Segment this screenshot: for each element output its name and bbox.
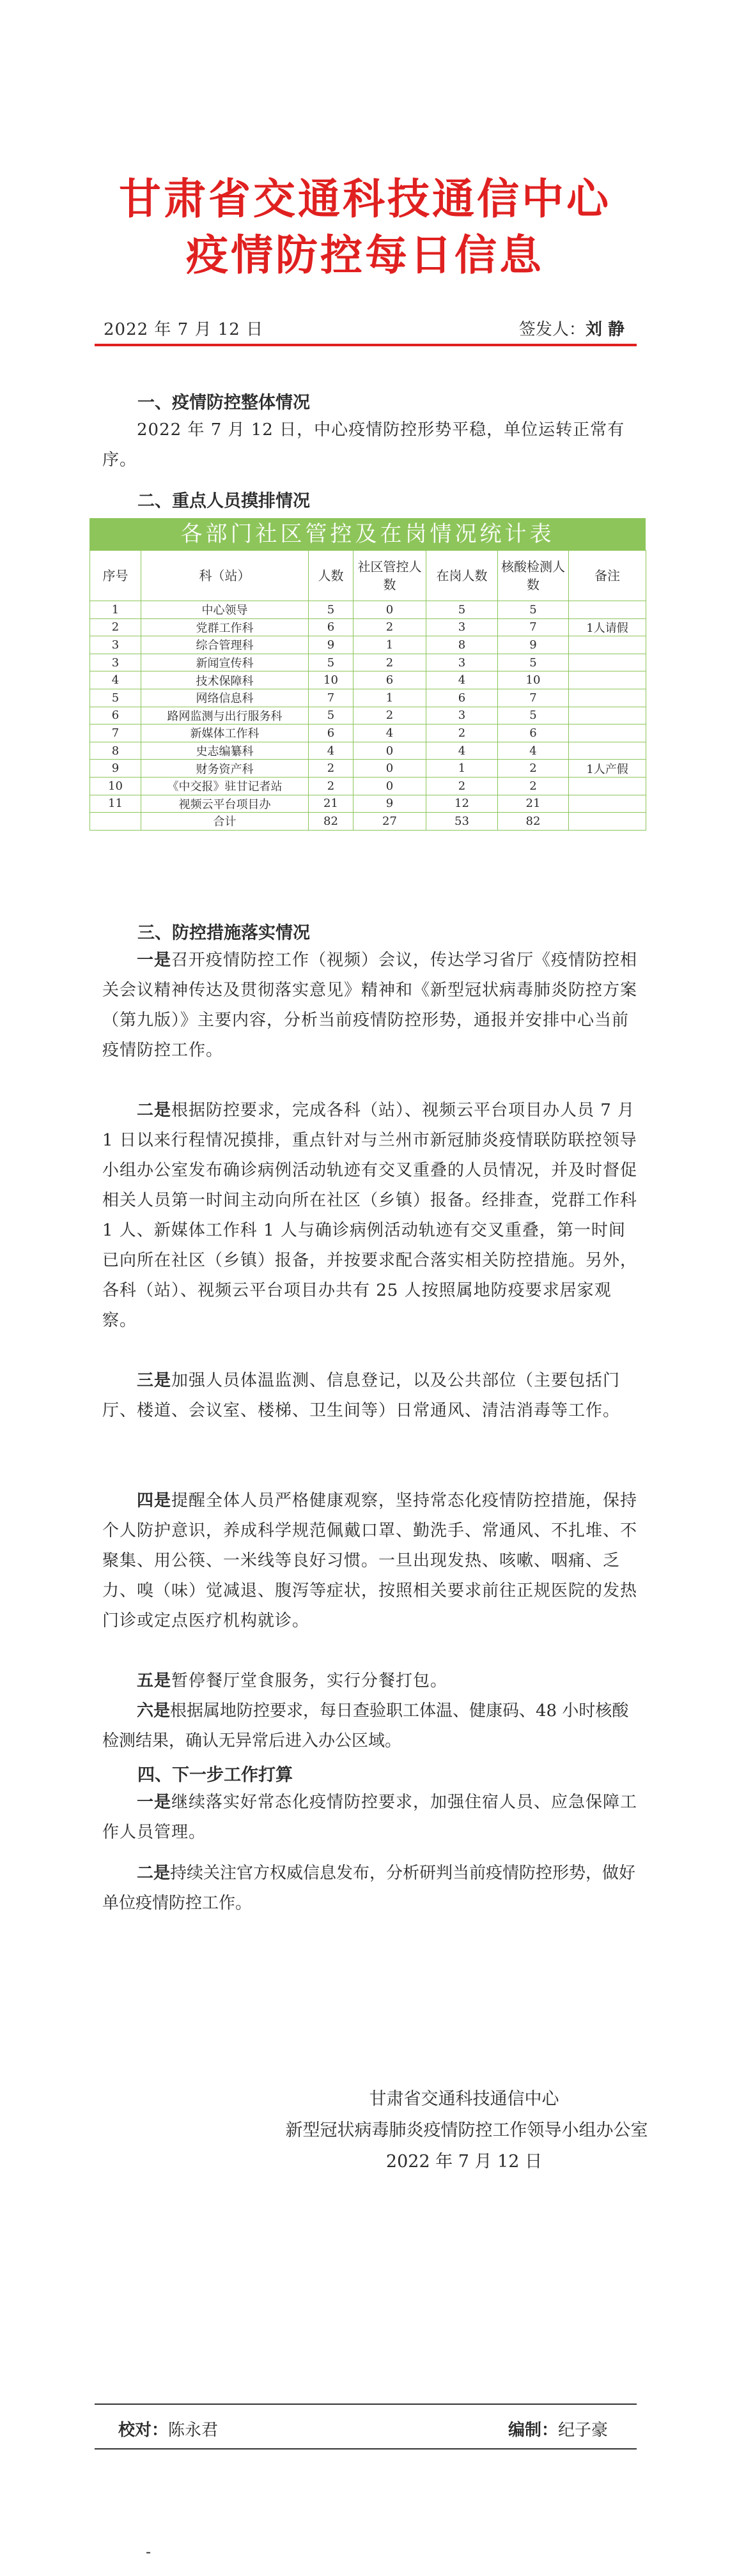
table-cell: 7 (309, 689, 353, 707)
signature-date: 2022 年 7 月 12 日 (385, 2152, 543, 2172)
table-header-cell: 核酸检测人数 (498, 551, 569, 601)
table-cell (569, 654, 646, 671)
table-cell: 网络信息科 (141, 689, 309, 707)
table-cell (569, 742, 646, 760)
proofreader-name: 陈永君 (168, 2421, 219, 2440)
section-heading-1: 一、疫情防控整体情况 (137, 393, 310, 413)
measure-paragraph-6 (102, 1696, 639, 1756)
table-cell: 6 (498, 724, 569, 742)
measure-4-lead: 四是 (137, 1491, 172, 1510)
table-cell: 《中交报》驻甘记者站 (141, 777, 309, 795)
table-row (90, 742, 646, 760)
table-header-cell: 社区管控人数 (353, 551, 426, 601)
table-cell: 7 (498, 618, 569, 636)
measure-paragraph-3 (102, 1366, 639, 1426)
document-title-line2: 疫情防控每日信息 (186, 231, 544, 280)
table-cell: 8 (426, 636, 498, 654)
table-row (90, 654, 646, 671)
table-cell: 9 (353, 795, 426, 813)
table-cell: 5 (309, 601, 353, 619)
proofreader (118, 2417, 218, 2441)
table-cell: 0 (353, 742, 426, 760)
table-cell: 12 (426, 795, 498, 813)
table-header-row (90, 551, 646, 601)
measure-1-lead: 一是 (137, 951, 172, 970)
table-cell: 4 (309, 742, 353, 760)
plan-1-lead: 一是 (137, 1793, 172, 1812)
table-cell: 8 (90, 742, 141, 760)
table-cell: 11 (90, 795, 141, 813)
table-cell: 新媒体工作科 (141, 724, 309, 742)
table-cell: 0 (353, 760, 426, 778)
table-cell: 27 (353, 813, 426, 831)
page-mark: - (146, 2543, 151, 2561)
table-cell (569, 813, 646, 831)
editor (508, 2417, 608, 2441)
issue-date: 2022 年 7 月 12 日 (104, 320, 264, 339)
table-header-cell: 序号 (90, 551, 141, 601)
table-header-cell: 备注 (569, 551, 646, 601)
signer (519, 316, 625, 340)
table-cell: 82 (309, 813, 353, 831)
table-cell: 0 (353, 601, 426, 619)
table-cell: 2 (90, 618, 141, 636)
measure-1-text: 召开疫情防控工作（视频）会议，传达学习省厅《疫情防控相关会议精神传达及贯彻落实意见》精神和《新型冠状病毒肺炎防控方案（第九版）》主要内容，分析当前疫情防控形势，通报并安排中心当前疫情防控工作。 (102, 951, 638, 1060)
statistics-grid (89, 550, 646, 831)
table-cell: 党群工作科 (141, 618, 309, 636)
measure-5-text: 暂停餐厅堂食服务，实行分餐打包。 (171, 1671, 448, 1690)
table-cell (569, 689, 646, 707)
table-cell: 5 (498, 707, 569, 724)
table-cell: 9 (498, 636, 569, 654)
table-cell: 3 (90, 654, 141, 671)
table-cell (569, 601, 646, 619)
table-cell (569, 707, 646, 724)
table-cell: 2 (353, 618, 426, 636)
editor-name: 纪子豪 (558, 2421, 609, 2440)
measure-4-text: 提醒全体人员严格健康观察，坚持常态化疫情防控措施，保持个人防护意识，养成科学规范佩戴口罩、勤洗手、常通风、不扎堆、不聚集、用公筷、一米线等良好习惯。一旦出现发热、咳嗽、咽痛、乏力、嗅（味）觉减退、腹泻等症状，按照相关要求前往正规医院的发热门诊或定点医疗机构就诊。 (102, 1491, 638, 1630)
table-header-cell: 科（站） (141, 551, 309, 601)
table-cell: 3 (90, 636, 141, 654)
table-row (90, 636, 646, 654)
header-divider (95, 344, 637, 346)
table-cell: 0 (353, 777, 426, 795)
plan-paragraph-1 (102, 1788, 639, 1848)
table-cell: 视频云平台项目办 (141, 795, 309, 813)
table-row (90, 689, 646, 707)
plan-paragraph-2 (102, 1859, 639, 1919)
table-cell: 3 (426, 707, 498, 724)
measure-2-lead: 二是 (137, 1101, 172, 1120)
table-cell: 3 (426, 618, 498, 636)
table-cell: 5 (309, 654, 353, 671)
table-cell: 2 (426, 777, 498, 795)
table-cell: 新闻宣传科 (141, 654, 309, 671)
table-cell (569, 795, 646, 813)
table-cell: 21 (309, 795, 353, 813)
table-row (90, 760, 646, 778)
table-cell (569, 724, 646, 742)
table-cell: 9 (309, 636, 353, 654)
table-cell: 6 (309, 618, 353, 636)
table-cell: 2 (309, 760, 353, 778)
table-cell: 路网监测与出行服务科 (141, 707, 309, 724)
table-cell: 6 (353, 671, 426, 689)
signer-name: 刘 静 (585, 320, 625, 339)
table-cell (569, 777, 646, 795)
table-header-cell: 人数 (309, 551, 353, 601)
footer-bottom-rule (95, 2448, 637, 2450)
table-cell: 21 (498, 795, 569, 813)
table-cell: 82 (498, 813, 569, 831)
table-cell: 2 (353, 654, 426, 671)
table-cell: 10 (498, 671, 569, 689)
table-cell: 1人产假 (569, 760, 646, 778)
table-cell: 5 (309, 707, 353, 724)
table-row (90, 724, 646, 742)
table-cell: 综合管理科 (141, 636, 309, 654)
table-cell: 6 (426, 689, 498, 707)
table-cell: 2 (426, 724, 498, 742)
table-cell: 1 (353, 689, 426, 707)
table-title: 各部门社区管控及在岗情况统计表 (89, 518, 646, 550)
table-cell: 7 (498, 689, 569, 707)
table-cell: 合计 (141, 813, 309, 831)
section-heading-3: 三、防控措施落实情况 (137, 923, 310, 943)
table-cell (569, 671, 646, 689)
table-cell: 中心领导 (141, 601, 309, 619)
table-cell: 1 (90, 601, 141, 619)
table-body (90, 601, 646, 831)
table-cell: 4 (498, 742, 569, 760)
signature-office: 新型冠状病毒肺炎疫情防控工作领导小组办公室 (285, 2120, 648, 2140)
measure-5-lead: 五是 (137, 1671, 172, 1690)
measure-6-text: 根据属地防控要求，每日查验职工体温、健康码、48 小时核酸检测结果，确认无异常后进入办公区域。 (102, 1701, 629, 1751)
table-cell: 2 (353, 707, 426, 724)
measure-paragraph-2 (102, 1096, 639, 1336)
plan-2-text: 持续关注官方权威信息发布，分析研判当前疫情防控形势，做好单位疫情防控工作。 (102, 1864, 636, 1913)
section-heading-4: 四、下一步工作打算 (137, 1765, 293, 1785)
plan-1-text: 继续落实好常态化疫情防控要求，加强住宿人员、应急保障工作人员管理。 (102, 1793, 638, 1842)
table-cell: 史志编纂科 (141, 742, 309, 760)
table-cell: 5 (426, 601, 498, 619)
measure-6-lead: 六是 (137, 1701, 171, 1721)
section-1-paragraph: 2022 年 7 月 12 日，中心疫情防控形势平稳，单位运转正常有序。 (102, 420, 625, 470)
table-cell (90, 813, 141, 831)
table-row (90, 671, 646, 689)
document-title-line1: 甘肃省交通科技通信中心 (119, 174, 611, 224)
table-row (90, 813, 646, 831)
table-cell: 1 (426, 760, 498, 778)
table-cell: 4 (90, 671, 141, 689)
table-cell: 5 (90, 689, 141, 707)
table-cell: 1 (353, 636, 426, 654)
table-cell: 9 (90, 760, 141, 778)
proofreader-label: 校对： (118, 2421, 169, 2440)
table-cell: 7 (90, 724, 141, 742)
measure-3-text: 加强人员体温监测、信息登记，以及公共部位（主要包括门厅、楼道、会议室、楼梯、卫生间等）日常通风、清洁消毒等工作。 (102, 1371, 621, 1420)
table-row (90, 601, 646, 619)
table-row (90, 618, 646, 636)
table-cell: 4 (426, 742, 498, 760)
table-row (90, 777, 646, 795)
plan-2-lead: 二是 (137, 1864, 171, 1883)
table-cell: 2 (498, 777, 569, 795)
table-cell (569, 636, 646, 654)
table-row (90, 795, 646, 813)
table-cell: 53 (426, 813, 498, 831)
table-cell: 4 (426, 671, 498, 689)
table-cell: 2 (309, 777, 353, 795)
measure-3-lead: 三是 (137, 1371, 172, 1390)
table-cell: 3 (426, 654, 498, 671)
table-cell: 4 (353, 724, 426, 742)
editor-label: 编制： (508, 2421, 559, 2440)
signer-label: 签发人： (518, 320, 586, 339)
table-cell: 10 (309, 671, 353, 689)
table-cell: 6 (309, 724, 353, 742)
table-cell: 技术保障科 (141, 671, 309, 689)
table-cell: 5 (498, 654, 569, 671)
measure-2-text: 根据防控要求，完成各科（站）、视频云平台项目办人员 7 月 1 日以来行程情况摸排，重点针对与兰州市新冠肺炎疫情联防联控领导小组办公室发布确诊病例活动轨迹有交叉重叠的人员情况，并及时督促相关人员第一时间主动向所在社区（乡镇）报备。经排查，党群工作科 1 人、新媒体工作科 1 人与确诊病例活动轨迹有交叉重叠，第一时间已向所在社区（乡镇）报备，并按要求配合落实相关防控措施。另外，各科（站）、视频云平台项目办共有 25 人按照属地防疫要求居家观察。 (102, 1101, 638, 1330)
table-cell: 2 (498, 760, 569, 778)
section-heading-2: 二、重点人员摸排情况 (137, 491, 310, 511)
table-cell: 财务资产科 (141, 760, 309, 778)
table-cell: 1人请假 (569, 618, 646, 636)
table-row (90, 707, 646, 724)
table-cell: 5 (498, 601, 569, 619)
measure-paragraph-4 (102, 1486, 639, 1636)
table-cell: 6 (90, 707, 141, 724)
measure-paragraph-5 (102, 1666, 639, 1696)
measure-paragraph-1 (102, 946, 639, 1066)
table-cell: 10 (90, 777, 141, 795)
signature-org: 甘肃省交通科技通信中心 (369, 2089, 559, 2109)
table-header-cell: 在岗人数 (426, 551, 498, 601)
footer-top-rule (95, 2404, 637, 2405)
statistics-table (89, 518, 646, 831)
